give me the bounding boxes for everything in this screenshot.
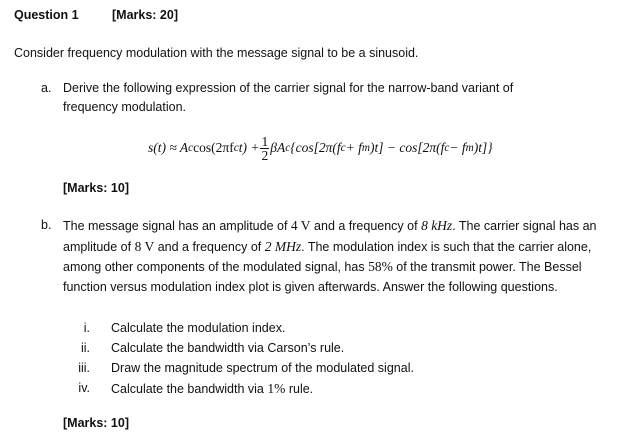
- subq-ii-text: Calculate the bandwidth via Carson’s rule.: [111, 341, 345, 355]
- narrowband-fm-equation: s(t) ≈ A c cos(2πf c t) + $\frac{1}{2}$ βA c {cos[2π(f c + f m )t] − cos[2π(f c − f m )t]}: [148, 133, 493, 163]
- question-title: Question 1: [14, 8, 79, 22]
- part-b-label: b.: [41, 218, 52, 232]
- part-b-marks: [Marks: 10]: [63, 416, 129, 430]
- subq-iii-text: Draw the magnitude spectrum of the modulated signal.: [111, 361, 414, 375]
- subq-iii-number: iii.: [78, 361, 90, 375]
- subq-ii-number: ii.: [80, 341, 90, 355]
- subq-i-text: Calculate the modulation index.: [111, 321, 286, 335]
- intro-text: Consider frequency modulation with the message signal to be a sinusoid.: [14, 46, 419, 60]
- subq-iv-text: Calculate the bandwidth via 1% rule.: [111, 381, 314, 396]
- part-b-paragraph: The message signal has an amplitude of 4 V and a frequency of 8 kHz. The carrier signal has an amplitude of 8 V and a frequency of 2 MHz. The modulation index is such that the carrier alone, among other components of the modulated signal, has 58% of the transmit power. The Bessel function versus modulation index plot is given afterwards. Answer the following questions.: [63, 218, 597, 294]
- part-a-marks: [Marks: 10]: [63, 181, 129, 195]
- one-half-fraction: $\frac{1}{2}$: [261, 133, 269, 163]
- subq-iv-number: iv.: [78, 381, 90, 395]
- question-marks: [Marks: 20]: [112, 8, 178, 22]
- part-a-line2: frequency modulation.: [63, 100, 186, 114]
- subq-i-number: i.: [83, 321, 90, 335]
- part-a-line1: Derive the following expression of the carrier signal for the narrow-band variant of: [63, 81, 514, 95]
- part-a-label: a.: [41, 81, 52, 95]
